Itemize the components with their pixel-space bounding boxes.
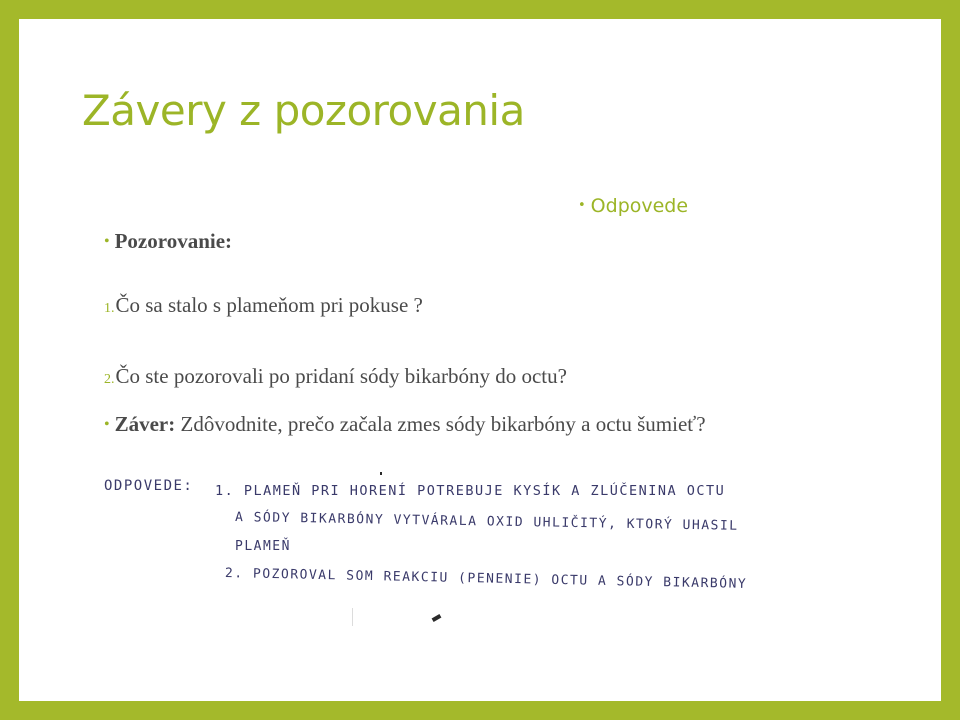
question-text: Čo ste pozorovali po pridaní sódy bikarbóny do octu? [115,364,567,388]
question-1 [104,293,423,318]
observation-heading [104,229,232,254]
handwritten-line: PLAMEŇ [235,539,291,554]
handwritten-line: 1. PLAMEŇ PRI HORENÍ POTREBUJE KYSÍK A ZLÚČENINA OCTU [215,483,726,499]
paper-edge [352,608,353,626]
ink-dot [380,472,382,475]
handwritten-line: A SÓDY BIKARBÓNY VYTVÁRALA OXID UHLIČITÝ, KTORÝ UHASIL [234,510,739,534]
question-number: 2. [104,372,115,387]
conclusion-label: Záver: [114,412,176,436]
question-number: 1. [104,301,115,316]
answers-heading [578,195,688,217]
question-text: Čo sa stalo s plameňom pri pokuse ? [115,293,423,317]
ink-mark [432,614,442,622]
conclusion-text: Zdôvodnite, prečo začala zmes sódy bikarbóny a octu šumieť? [175,412,706,436]
slide-title: Závery z pozorovania [82,86,525,135]
bullet: • [104,416,110,433]
handwritten-answers [82,440,762,630]
handwritten-line: 2. POZOROVAL SOM REAKCIU (PENENIE) OCTU A SÓDY BIKARBÓNY [224,566,748,592]
bullet: • [104,233,110,250]
question-2 [104,364,567,389]
bullet: • [578,198,586,213]
answers-label: Odpovede [590,195,689,217]
conclusion [104,412,706,437]
handwritten-header: ODPOVEDE: [104,478,194,494]
observation-label: Pozorovanie: [114,229,233,253]
